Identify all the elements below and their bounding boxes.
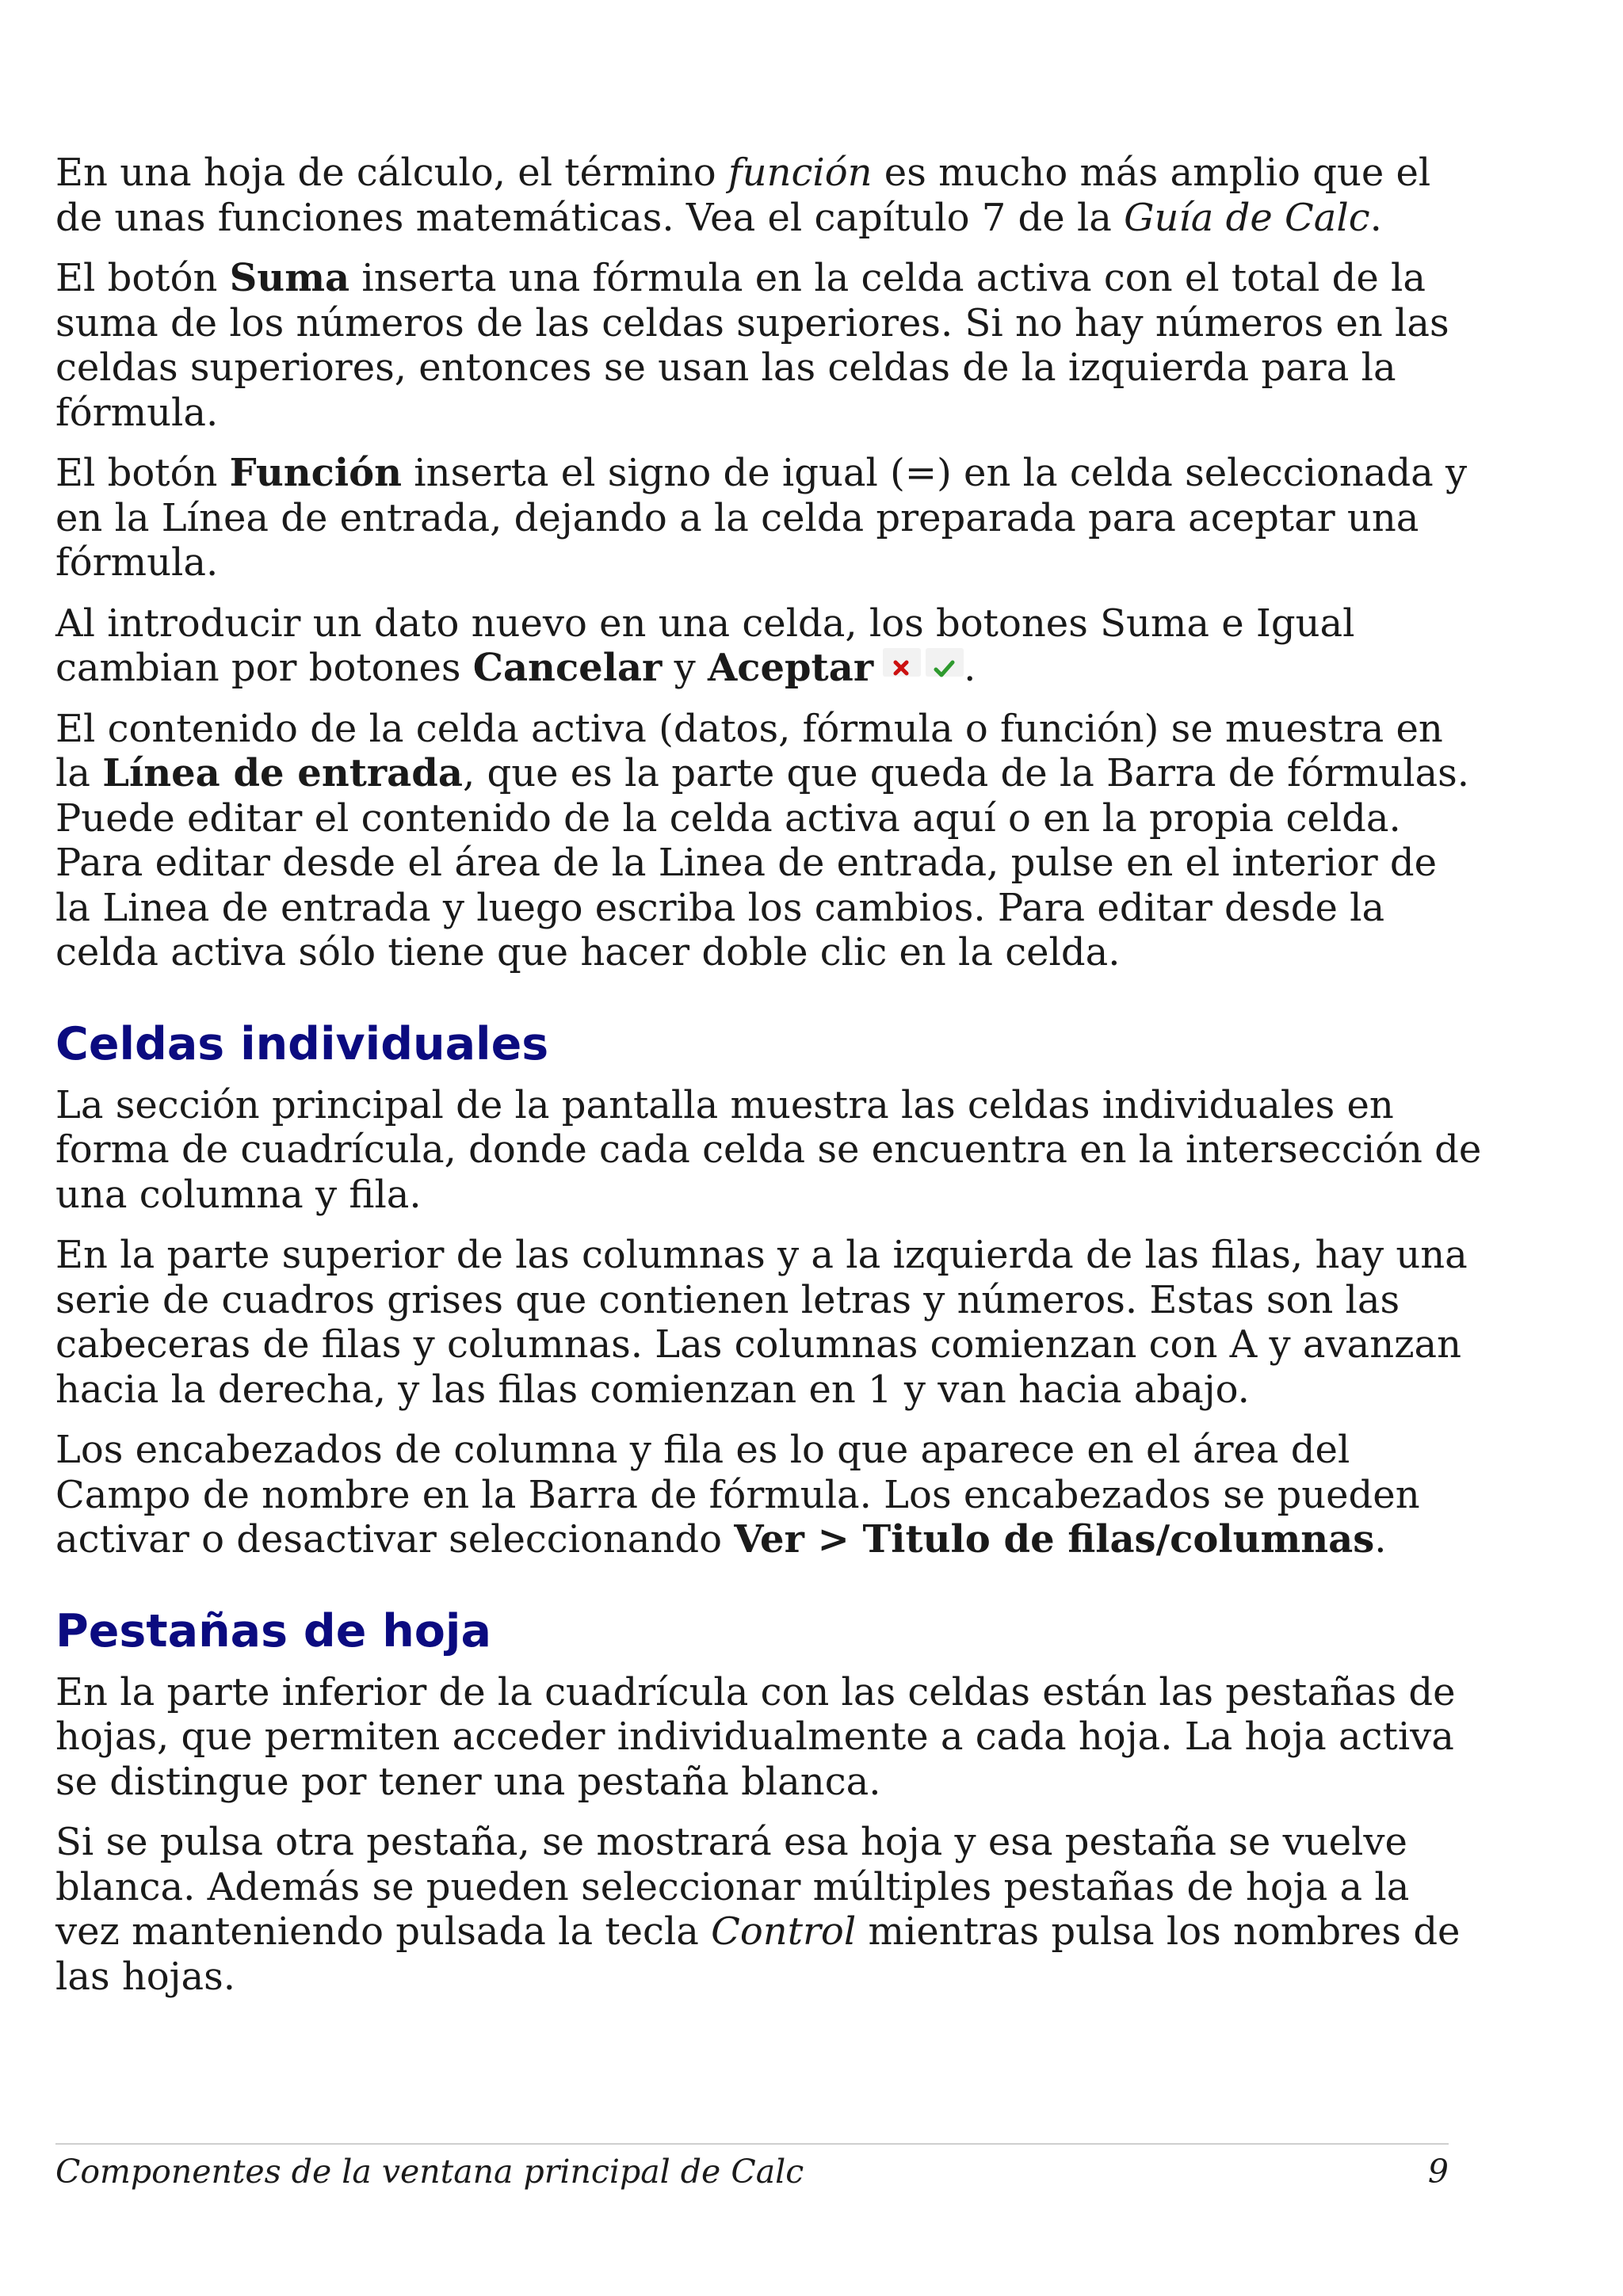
term-linea-entrada: Línea de entrada	[102, 751, 463, 795]
page-footer	[55, 2143, 1449, 2194]
book-reference: Guía de Calc	[1124, 195, 1370, 240]
footer-title: Componentes de la ventana principal de Calc	[55, 2153, 804, 2191]
paragraph-pestanas-1: En la parte inferior de la cuadrícula con las celdas están las pestañas de hojas, que permiten acceder individualmente a cada hoja. La hoja activa se distingue por tener una pestaña blanca.	[55, 1669, 1456, 1804]
heading-pestanas-de-hoja: Pestañas de hoja	[55, 1604, 491, 1657]
paragraph-funcion-button: El botón Función inserta el signo de igual (=) en la celda seleccionada y en la Línea de entrada, dejando a la celda preparada para aceptar una fórmula.	[55, 451, 1468, 585]
page-number: 9	[1427, 2153, 1449, 2191]
page-body	[55, 151, 1482, 2015]
paragraph-funcion-definition: En una hoja de cálculo, el término función es mucho más amplio que el de unas funciones matemáticas. Vea el capítulo 7 de la Guía de Calc.	[55, 151, 1431, 240]
paragraph-celdas-2: En la parte superior de las columnas y a la izquierda de las filas, hay una serie de cuadros grises que contienen letras y números. Estas son las cabeceras de filas y columnas. Las columnas comienzan con A y avanzan hacia la derecha, y las filas comienzan en 1 y van hacia abajo.	[55, 1233, 1468, 1412]
paragraph-pestanas-2: Si se pulsa otra pestaña, se mostrará esa hoja y esa pestaña se vuelve blanca. Además se pueden seleccionar múltiples pestañas de hoja a la vez manteniendo pulsada la tecla Control mientras pulsa los nombres de las hojas.	[55, 1820, 1461, 1999]
cancel-accept-buttons-image	[883, 648, 964, 677]
paragraph-cancel-accept: Al introducir un dato nuevo en una celda, los botones Suma e Igual cambian por botones Cancelar y Aceptar .	[55, 601, 1355, 690]
paragraph-celdas-1: La sección principal de la pantalla muestra las celdas individuales en forma de cuadrícula, donde cada celda se encuentra en la intersección de una columna y fila.	[55, 1082, 1482, 1217]
paragraph-suma-button: El botón Suma inserta una fórmula en la celda activa con el total de la suma de los números de las celdas superiores. Si no hay números en las celdas superiores, entonces se usan las celdas de la izquierda para la fórmula.	[55, 256, 1449, 435]
term-control-key: Control	[711, 1909, 857, 1954]
paragraph-linea-entrada: El contenido de la celda activa (datos, fórmula o función) se muestra en la Línea de entrada, que es la parte que queda de la Barra de fórmulas. Puede editar el contenido de la celda activa aquí o en la propia celda. Para editar desde el área de la Linea de entrada, pulse en el interior de la Linea de entrada y luego escriba los cambios. Para editar desde la celda activa sólo tiene que hacer doble clic en la celda.	[55, 706, 1470, 974]
term-suma: Suma	[229, 256, 350, 300]
accept-check-icon	[926, 648, 964, 677]
term-funcion: función	[727, 151, 873, 195]
heading-celdas-individuales: Celdas individuales	[55, 1017, 549, 1070]
paragraph-celdas-3: Los encabezados de columna y fila es lo que aparece en el área del Campo de nombre en la Barra de fórmula. Los encabezados se pueden activar o desactivar seleccionando Ver > Titulo de filas/columnas.	[55, 1428, 1420, 1562]
cancel-x-icon	[883, 648, 921, 677]
menu-path-ver-titulos: Ver > Titulo de filas/columnas	[734, 1517, 1375, 1562]
term-cancelar: Cancelar	[472, 646, 663, 690]
term-funcion-button: Función	[229, 451, 403, 495]
term-aceptar: Aceptar	[707, 646, 874, 690]
